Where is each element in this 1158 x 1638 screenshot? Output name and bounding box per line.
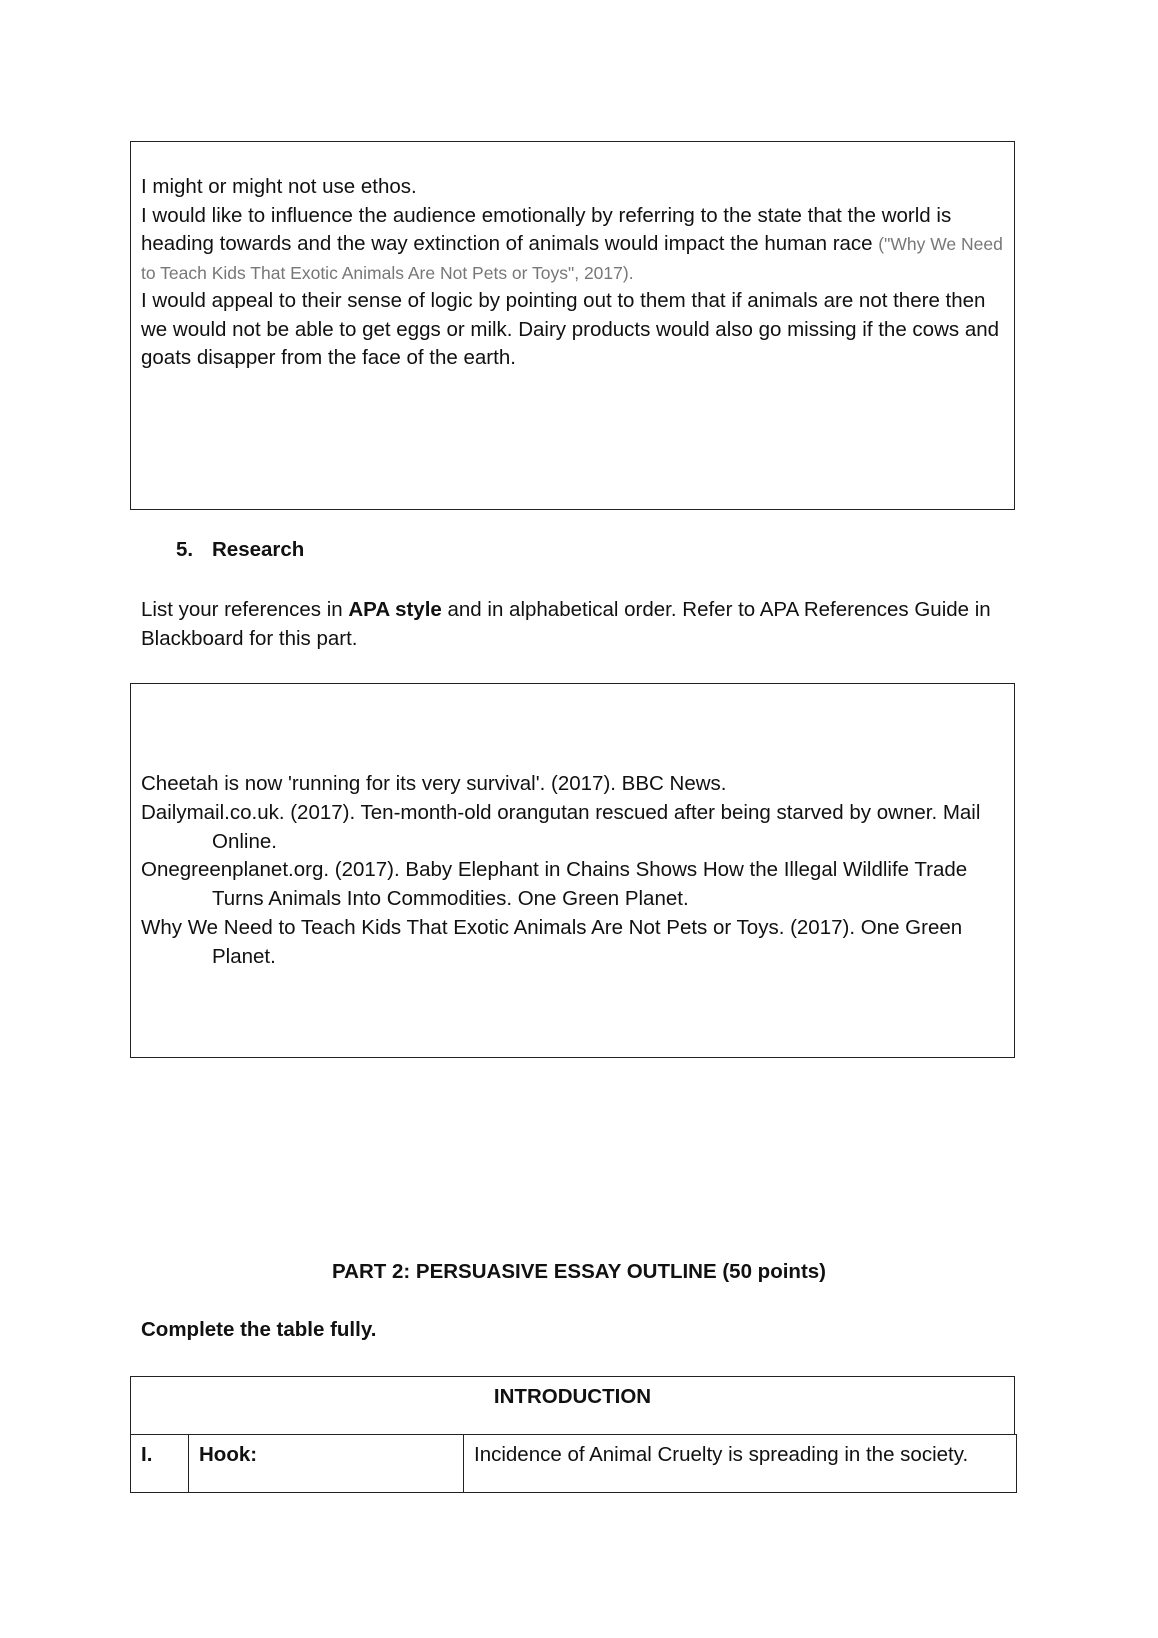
reference-item: Onegreenplanet.org. (2017). Baby Elephant in Chains Shows How the Illegal Wildlife Trade Turns Animals Into Commodities. One Green Planet. bbox=[141, 858, 968, 911]
part2-instruction: Complete the table fully. bbox=[141, 1318, 377, 1341]
row-numeral-text: I. bbox=[141, 1443, 153, 1466]
introduction-title: INTRODUCTION bbox=[493, 1385, 652, 1408]
introduction-header bbox=[130, 1376, 1015, 1435]
appeals-text bbox=[141, 173, 1003, 373]
references-list bbox=[141, 770, 1003, 972]
row-label bbox=[189, 1435, 464, 1493]
reference-item: Cheetah is now 'running for its very survival'. (2017). BBC News. bbox=[141, 772, 727, 795]
instruction-text-end: and in alphabetical order. Refer to APA References Guide in Blackboard for this part. bbox=[141, 598, 991, 650]
ethos-line: I might or might not use ethos. bbox=[141, 175, 417, 198]
table-row bbox=[131, 1435, 1017, 1493]
pathos-text: I would like to influence the audience emotionally by referring to the state that the world is heading towards and the way extinction of animals would impact the human race bbox=[141, 203, 952, 255]
row-numeral bbox=[131, 1435, 189, 1493]
pathos-line bbox=[141, 202, 1003, 288]
reference-item: Why We Need to Teach Kids That Exotic Animals Are Not Pets or Toys. (2017). One Green Planet. bbox=[141, 915, 963, 968]
outline-table bbox=[130, 1434, 1017, 1493]
research-number: 5. bbox=[176, 538, 194, 561]
row-label-text: Hook: bbox=[199, 1443, 258, 1466]
instruction-text: List your references in bbox=[141, 598, 349, 621]
research-heading bbox=[176, 538, 304, 562]
pathos-citation: ("Why We Need to Teach Kids That Exotic Animals Are Not Pets or Toys", 2017). bbox=[141, 234, 1003, 283]
research-instruction bbox=[141, 596, 1041, 653]
part2-title: PART 2: PERSUASIVE ESSAY OUTLINE (50 points) bbox=[332, 1260, 826, 1283]
research-title: Research bbox=[212, 538, 305, 561]
instruction-bold: APA style bbox=[348, 598, 442, 621]
reference-item: Dailymail.co.uk. (2017). Ten-month-old orangutan rescued after being starved by owner. Mail Online. bbox=[141, 800, 981, 853]
row-value: Incidence of Animal Cruelty is spreading in the society. bbox=[464, 1435, 1017, 1493]
logos-line: I would appeal to their sense of logic by pointing out to them that if animals are not there then we would not be able to get eggs or milk. Dairy products would also go missing if the cows and goats disapper from the face of the earth. bbox=[141, 289, 1000, 369]
references-box bbox=[130, 683, 1015, 1058]
appeals-box bbox=[130, 141, 1015, 510]
